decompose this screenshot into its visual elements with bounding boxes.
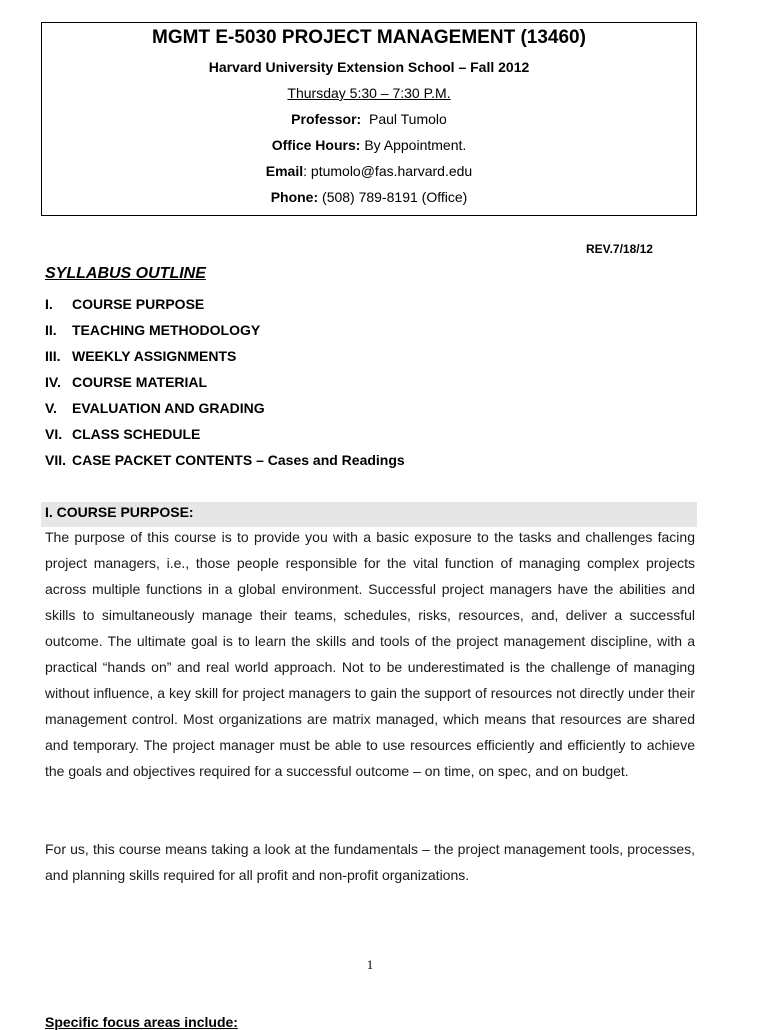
class-time-line [42,80,696,106]
office-hours-label: Office Hours: [271,137,361,153]
email-value: : ptumolo@fas.harvard.edu [303,163,473,179]
course-purpose-paragraph: The purpose of this course is to provide you with a basic exposure to the tasks and challenges facing project managers, i.e., those people responsible for the vital function of managing complex projects across multiple functions in a global environment. Successful project managers have the abilities and skills to simultaneously manage their teams, schedules, risks, resources, and, deliver a successful outcome. The ultimate goal is to learn the skills and tools of the project management discipline, with a practical “hands on” and real world approach. Not to be underestimated is the challenge of managing without influence, a key skill for project managers to gain the support of resources not directly under their management control. Most organizations are matrix managed, which means that resources are shared and temporary. The project manager must be able to use resources efficiently and efficiently to achieve the goals and objectives required for a successful outcome – on time, on spec, and on budget. [45,529,695,779]
professor-name: Paul Tumolo [368,111,447,127]
outline-item [45,291,405,317]
school-line: Harvard University Extension School – Fall 2012 [208,59,530,75]
professor-label: Professor: [291,111,362,127]
revision-date: REV.7/18/12 [586,242,653,256]
outline-list [45,291,405,473]
professor-line [42,106,696,132]
outline-item-number: VI. [45,426,63,442]
outline-item-number: IV. [45,374,61,390]
phone-line [42,184,696,210]
office-hours-value: By Appointment. [364,137,467,153]
next-page-heading: Specific focus areas include: [45,1014,238,1030]
outline-item [45,395,405,421]
outline-item [45,421,405,447]
outline-item-label: CLASS SCHEDULE [72,426,201,442]
office-hours-line [42,132,696,158]
course-title: MGMT E-5030 PROJECT MANAGEMENT (13460) [152,27,586,48]
outline-item-label: COURSE PURPOSE [72,296,205,312]
outline-item-label: COURSE MATERIAL [72,374,208,390]
phone-value: (508) 789-8191 (Office) [322,189,468,205]
outline-item-number: VII. [45,452,67,468]
email-line [42,158,696,184]
outline-item [45,343,405,369]
outline-item [45,317,405,343]
course-purpose-heading: I. COURSE PURPOSE: [41,502,697,527]
outline-item-number: I. [45,296,53,312]
email-label: Email [265,163,304,179]
page-number: 1 [366,957,374,972]
class-time: Thursday 5:30 – 7:30 P.M. [287,85,451,101]
outline-item [45,447,405,473]
outline-item-label: CASE PACKET CONTENTS – Cases and Readings [72,452,405,468]
outline-item-label: TEACHING METHODOLOGY [72,322,261,338]
course-header-box [41,22,697,216]
outline-item-label: EVALUATION AND GRADING [72,400,265,416]
outline-item [45,369,405,395]
course-focus-paragraph: For us, this course means taking a look at the fundamentals – the project management tools, processes, and planning skills required for all profit and non-profit organizations. [45,841,695,883]
outline-title: SYLLABUS OUTLINE [45,265,206,282]
outline-item-number: III. [45,348,61,364]
outline-item-number: II. [45,322,57,338]
outline-item-label: WEEKLY ASSIGNMENTS [72,348,237,364]
outline-item-number: V. [45,400,57,416]
phone-label: Phone: [270,189,319,205]
